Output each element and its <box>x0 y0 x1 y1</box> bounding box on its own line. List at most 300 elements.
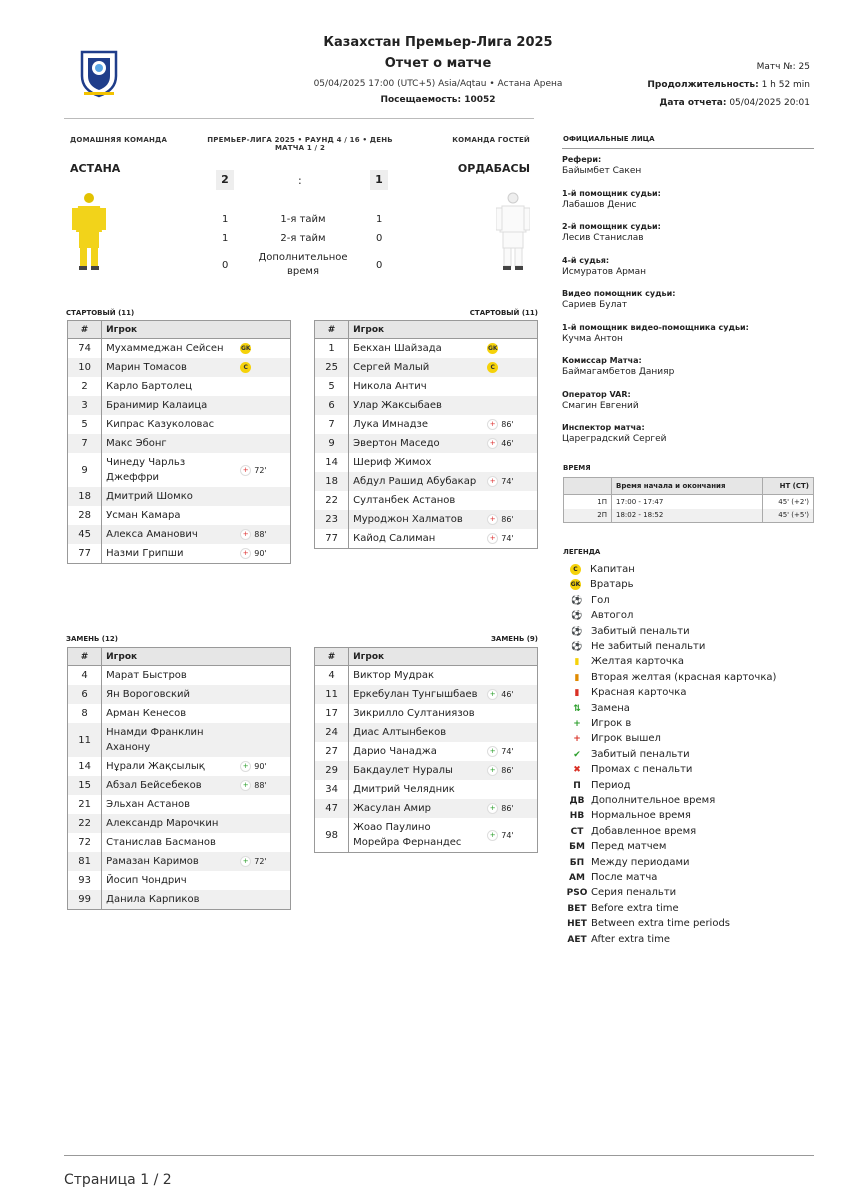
player-out-icon: + <box>487 514 498 525</box>
legend-item <box>566 717 631 731</box>
away-extra-time: 0 <box>376 260 383 271</box>
legend-item <box>566 671 776 685</box>
player-number: 72 <box>68 833 102 852</box>
player-name: Шериф Жимох <box>353 457 432 468</box>
legend-item <box>566 809 691 823</box>
player-events <box>483 799 537 818</box>
player-events <box>483 818 537 853</box>
col-events <box>483 321 537 339</box>
player-number: 8 <box>68 704 102 723</box>
substitution-minute: 88' <box>254 781 267 790</box>
player-events <box>236 757 290 776</box>
legend-label: Игрок в <box>591 718 632 729</box>
legend-item <box>566 856 690 870</box>
match-duration: Продолжительность: 1 h 52 min <box>647 80 810 90</box>
table-row <box>68 525 291 544</box>
player-events <box>483 453 537 472</box>
table-row <box>68 704 291 723</box>
second-yellow-icon: ▮ <box>574 672 580 683</box>
player-name: Эльхан Астанов <box>106 799 191 810</box>
official-role: 2-й помощник судьи: <box>562 222 661 231</box>
time-ht: 45' (+2') <box>763 495 814 509</box>
player-number: 18 <box>315 472 349 491</box>
official-name: Смагин Евгений <box>562 400 639 411</box>
table-row <box>68 358 291 377</box>
substitution-minute: 72' <box>254 465 267 475</box>
legend-label: Капитан <box>590 564 635 575</box>
home-2nd-half: 1 <box>222 233 229 244</box>
between-extra-time-abbr: HET <box>567 919 587 930</box>
player-name: Диас Алтынбеков <box>349 723 484 742</box>
report-date: Дата отчета: 05/04/2025 20:01 <box>659 98 810 108</box>
player-name: Бекхан Шайзада <box>353 343 442 354</box>
player-events <box>236 525 290 544</box>
player-name: Карло Бартолец <box>106 381 193 392</box>
officials-divider <box>562 148 814 149</box>
player-number: 9 <box>315 434 349 453</box>
official-name: Сариев Булат <box>562 300 628 310</box>
legend-label: Период <box>591 779 631 791</box>
player-events <box>236 666 290 686</box>
legend-item <box>566 779 631 793</box>
time-table <box>563 477 814 523</box>
player-name: Еркебулан Тунгышбаев <box>349 685 484 704</box>
legend-item <box>566 625 690 639</box>
official-entry <box>562 189 814 223</box>
player-events <box>236 434 290 453</box>
player-number: 28 <box>68 506 102 525</box>
penalty-missed-cross-icon: ✖ <box>573 765 581 776</box>
substitution-minute: 86' <box>501 766 514 775</box>
official-role: Рефери: <box>562 155 602 164</box>
player-name: Султанбек Астанов <box>353 495 456 506</box>
player-name: Ннамди Франклин Аханону <box>102 723 237 757</box>
table-row <box>315 472 538 491</box>
player-number: 93 <box>68 871 102 890</box>
table-row <box>68 339 291 359</box>
table-header <box>68 321 291 339</box>
table-row <box>68 506 291 525</box>
player-name: Рамазан Каримов <box>102 852 237 871</box>
substitution-minute: 88' <box>254 530 267 539</box>
player-number: 14 <box>315 453 349 472</box>
player-events <box>236 453 290 487</box>
official-role: Оператор VAR: <box>562 389 631 399</box>
player-in-icon: + <box>487 689 498 700</box>
player-out-icon: + <box>487 438 498 449</box>
red-card-icon: ▮ <box>574 688 580 699</box>
legend-label: Перед матчем <box>591 841 667 853</box>
table-row <box>68 685 291 704</box>
legend-item <box>566 594 610 608</box>
player-in-icon: + <box>487 803 498 814</box>
home-team-name: АСТАНА <box>70 162 121 175</box>
player-name: Чинеду Чарльз Джеффри <box>106 457 186 483</box>
page-number: Страница 1 / 2 <box>64 1172 172 1188</box>
official-name: Кучма Антон <box>562 333 623 344</box>
official-entry <box>562 222 814 256</box>
player-events <box>236 339 290 359</box>
player-number: 1 <box>315 339 349 359</box>
player-out-icon: + <box>240 465 251 476</box>
attendance: Посещаемость: 10052 <box>380 95 496 105</box>
legend-label: Желтая карточка <box>591 656 684 668</box>
table-row <box>315 396 538 415</box>
player-name: Абдул Рашид Абубакар <box>349 472 484 491</box>
player-number: 3 <box>68 396 102 415</box>
col-number: # <box>315 321 349 339</box>
col-events <box>236 321 290 339</box>
time-range: 17:00 - 17:47 <box>612 495 763 509</box>
player-name: Зикрилло Султаниязов <box>353 708 475 719</box>
official-entry <box>562 423 814 457</box>
player-events <box>236 776 290 795</box>
col-ht: HT (CT) <box>763 478 814 495</box>
player-events <box>483 377 537 396</box>
table-row <box>68 871 291 890</box>
after-match-abbr: АМ <box>569 873 585 883</box>
table-row <box>68 757 291 776</box>
legend-label: Игрок вышел <box>591 733 661 745</box>
legend-title: ЛЕГЕНДА <box>563 548 601 556</box>
player-number: 24 <box>315 723 349 742</box>
legend-label: Забитый пенальти <box>591 625 690 637</box>
goalkeeper-icon: GK <box>570 580 581 588</box>
player-out-icon: + <box>487 533 498 544</box>
player-events <box>483 529 537 549</box>
pre-match-abbr: БМ <box>569 842 585 853</box>
legend-item <box>566 702 630 716</box>
before-extra-time-abbr: BET <box>567 903 587 914</box>
officials-list <box>562 155 814 457</box>
official-role: Комиссар Матча: <box>562 356 642 365</box>
goal-icon: ⚽ <box>571 595 583 606</box>
table-row <box>68 852 291 871</box>
player-number: 45 <box>68 525 102 544</box>
player-events <box>236 833 290 852</box>
legend-label: Добавленное время <box>591 825 697 837</box>
col-period <box>564 478 612 495</box>
player-number: 17 <box>315 704 349 723</box>
player-number: 81 <box>68 852 102 871</box>
player-name: Кайод Салиман <box>353 533 436 544</box>
player-events <box>236 723 290 757</box>
player-name: Данила Карпиков <box>102 890 237 910</box>
official-role: 4-й судья: <box>562 255 610 265</box>
normal-time-abbr: НВ <box>569 811 585 822</box>
home-starting-title: СТАРТОВЫЙ (11) <box>66 309 135 317</box>
legend-item <box>566 794 715 808</box>
official-entry <box>562 289 814 323</box>
legend-label: Забитый пенальти <box>591 748 690 760</box>
substitution-minute: 74' <box>501 477 514 486</box>
penalty-missed-icon: ⚽ <box>571 642 583 652</box>
legend-label: Нормальное время <box>591 810 691 822</box>
table-row <box>68 776 291 795</box>
table-header <box>315 321 538 339</box>
table-row <box>68 723 291 757</box>
player-number: 7 <box>68 434 102 453</box>
player-number: 77 <box>68 544 102 564</box>
substitution-minute: 74' <box>501 534 514 543</box>
away-team-name: ОРДАБАСЫ <box>457 162 530 175</box>
col-number: # <box>68 321 102 339</box>
legend-label: Before extra time <box>591 902 679 914</box>
goalkeeper-badge-icon: GK <box>487 345 498 352</box>
player-number: 6 <box>315 396 349 415</box>
player-number: 77 <box>315 529 349 549</box>
legend-label: Дополнительное время <box>591 795 716 806</box>
player-out-icon: + <box>240 548 251 559</box>
legend-item <box>566 578 634 592</box>
player-name: Марат Быстров <box>106 670 187 681</box>
substitution-minute: 86' <box>501 804 514 813</box>
official-entry <box>562 356 814 390</box>
player-name: Жасулан Амир <box>349 799 484 818</box>
player-number: 10 <box>68 358 102 377</box>
player-number: 22 <box>315 491 349 510</box>
legend-item <box>566 763 692 777</box>
player-number: 15 <box>68 776 102 795</box>
captain-icon: C <box>570 564 581 575</box>
table-row <box>315 799 538 818</box>
player-events <box>483 510 537 529</box>
player-name: Дарио Чанаджа <box>353 746 437 757</box>
table-row <box>315 818 538 853</box>
player-number: 23 <box>315 510 349 529</box>
player-events <box>483 742 537 761</box>
player-name: Дмитрий Шомко <box>102 487 237 506</box>
time-period: 1П <box>597 497 607 506</box>
player-in-icon: + <box>487 830 498 841</box>
away-subs-title: ЗАМЕНЬ (9) <box>490 635 538 643</box>
legend-item <box>566 825 696 839</box>
player-events <box>236 871 290 890</box>
player-name: Бакдаулет Нуралы <box>349 761 484 780</box>
col-number: # <box>68 648 102 666</box>
legend-label: Не забитый пенальти <box>591 641 706 652</box>
player-number: 4 <box>68 666 102 686</box>
player-out-icon: + <box>240 529 251 540</box>
substitution-minute: 90' <box>254 549 267 558</box>
player-events <box>236 506 290 525</box>
table-row <box>68 814 291 833</box>
player-name: Кипрас Казуколовас <box>106 419 215 430</box>
table-row <box>315 666 538 686</box>
competition-info: ПРЕМЬЕР-ЛИГА 2025 • РАУНД 4 / 16 • ДЕНЬ МАТЧА 1 / 2 <box>207 136 393 152</box>
match-datetime-venue: 05/04/2025 17:00 (UTC+5) Asia/Aqtau • Астана Арена <box>313 79 563 89</box>
legend-item <box>566 655 684 669</box>
table-row <box>68 795 291 814</box>
table-row <box>315 704 538 723</box>
official-name: Цареградский Сергей <box>562 434 667 444</box>
away-2nd-half: 0 <box>376 233 383 244</box>
table-header <box>68 648 291 666</box>
player-events <box>236 544 290 564</box>
player-name: Эвертон Маседо <box>349 434 484 453</box>
official-name: Лесив Станислав <box>562 233 644 243</box>
official-name: Байымбет Сакен <box>562 166 642 176</box>
report-title: Отчет о матче <box>384 56 492 71</box>
player-events <box>483 415 537 434</box>
col-player: Игрок <box>349 321 484 339</box>
player-events <box>236 487 290 506</box>
table-row <box>68 890 291 910</box>
after-extra-time-abbr: AET <box>567 934 587 945</box>
table-row <box>315 415 538 434</box>
legend-label: Автогол <box>591 610 634 622</box>
player-events <box>483 666 537 686</box>
table-row <box>68 415 291 434</box>
official-name: Исмуратов Арман <box>562 266 646 277</box>
player-events <box>483 723 537 742</box>
table-row <box>68 666 291 686</box>
substitution-minute: 86' <box>501 420 514 429</box>
player-events <box>483 491 537 510</box>
player-name: Виктор Мудрак <box>353 670 434 681</box>
player-events <box>236 890 290 910</box>
player-out-icon: + <box>487 476 498 487</box>
captain-badge-icon: C <box>487 362 498 373</box>
legend-item <box>566 840 666 854</box>
player-events <box>483 704 537 723</box>
player-number: 11 <box>315 685 349 704</box>
substitution-minute: 46' <box>501 439 514 448</box>
match-number: Матч №: 25 <box>756 62 810 72</box>
col-events <box>483 648 537 666</box>
divider <box>64 118 534 119</box>
player-number: 21 <box>68 795 102 814</box>
yellow-card-icon: ▮ <box>574 657 580 668</box>
player-in-icon: + <box>240 780 251 791</box>
table-row <box>315 358 538 377</box>
official-role: 1-й помощник видео-помощника судьи: <box>562 322 749 332</box>
table-row <box>315 377 538 396</box>
substitution-minute: 46' <box>501 690 514 699</box>
player-number: 25 <box>315 358 349 377</box>
col-player: Игрок <box>102 321 237 339</box>
legend-item <box>566 748 690 762</box>
player-number: 5 <box>68 415 102 434</box>
player-number: 7 <box>315 415 349 434</box>
player-name: Макс Эбонг <box>102 434 237 453</box>
substitution-minute: 86' <box>501 515 514 524</box>
player-events <box>483 761 537 780</box>
col-time-range: Время начала и окончания <box>612 478 763 495</box>
substitution-minute: 72' <box>254 857 267 866</box>
player-name: Ян Вороговский <box>102 685 237 704</box>
player-name: Мухаммеджан Сейсен <box>106 343 224 354</box>
substitution-minute: 74' <box>501 830 514 840</box>
own-goal-icon: ⚽ <box>571 611 583 622</box>
legend-item <box>566 871 657 885</box>
legend-item <box>566 886 676 900</box>
player-name: Александр Марочкин <box>102 814 237 833</box>
official-role: 1-й помощник судьи: <box>562 188 661 198</box>
table-row <box>315 723 538 742</box>
player-name: Лука Имнадзе <box>353 419 428 430</box>
home-score: 2 <box>216 170 234 190</box>
official-name: Лабашов Денис <box>562 199 637 210</box>
table-header <box>564 478 814 495</box>
substitution-icon: ⇅ <box>573 703 581 714</box>
home-team-label: ДОМАШНЯЯ КОМАНДА <box>70 136 168 144</box>
player-out-icon: + <box>487 419 498 430</box>
player-number: 99 <box>68 890 102 910</box>
table-row <box>315 491 538 510</box>
legend-label: Вторая желтая (красная карточка) <box>591 671 777 683</box>
away-starting-table <box>314 320 538 549</box>
period-extra-time: Дополнительное время <box>258 252 348 277</box>
substitution-minute: 90' <box>254 762 267 771</box>
player-number: 18 <box>68 487 102 506</box>
table-row <box>68 833 291 852</box>
player-in-icon: + <box>240 761 251 772</box>
legend-item <box>566 609 633 623</box>
player-name: Бранимир Калаица <box>102 396 237 415</box>
score-separator: : <box>298 174 302 187</box>
player-events <box>236 685 290 704</box>
away-team-label: КОМАНДА ГОСТЕЙ <box>452 136 530 144</box>
legend-item <box>566 640 705 654</box>
legend-label: Вратарь <box>590 579 634 591</box>
official-role: Видео помощник судьи: <box>562 289 676 298</box>
table-row <box>68 487 291 506</box>
home-kit-icon <box>72 192 106 276</box>
table-row <box>68 377 291 396</box>
legend-item <box>566 563 635 577</box>
player-number: 11 <box>68 723 102 757</box>
player-events <box>236 704 290 723</box>
player-in-icon: + <box>487 765 498 776</box>
player-number: 34 <box>315 780 349 799</box>
player-events <box>483 780 537 799</box>
home-subs-title: ЗАМЕНЬ (12) <box>66 635 118 643</box>
player-events <box>483 358 537 377</box>
table-row <box>564 509 814 523</box>
player-name: Арман Кенесов <box>106 708 187 719</box>
col-number: # <box>315 648 349 666</box>
player-name: Усман Камара <box>106 510 181 521</box>
away-1st-half: 1 <box>376 214 383 225</box>
time-period: 2П <box>564 509 612 523</box>
player-name: Станислав Басманов <box>106 837 216 848</box>
time-ht: 45' (+5') <box>763 509 814 523</box>
table-row <box>68 544 291 564</box>
player-name: Абзал Бейсебеков <box>102 776 237 795</box>
player-name: Марин Томасов <box>102 358 237 377</box>
table-row <box>68 434 291 453</box>
col-player: Игрок <box>349 648 484 666</box>
player-events <box>483 685 537 704</box>
table-row <box>315 761 538 780</box>
captain-badge-icon: C <box>240 362 251 373</box>
player-in-icon: + <box>240 856 251 867</box>
away-starting-title: СТАРТОВЫЙ (11) <box>469 309 538 317</box>
legend-item <box>566 902 679 916</box>
legend-label: Между периодами <box>591 856 690 868</box>
table-row <box>315 339 538 359</box>
legend-item <box>566 686 686 700</box>
period-abbr: П <box>573 780 581 791</box>
player-name: Нұрали Жақсылық <box>106 761 205 772</box>
extra-time-abbr: ДВ <box>569 796 585 806</box>
official-entry <box>562 155 814 189</box>
player-events <box>483 434 537 453</box>
official-entry <box>562 390 814 424</box>
player-number: 98 <box>315 818 349 853</box>
player-name: Дмитрий Челядник <box>353 784 455 795</box>
